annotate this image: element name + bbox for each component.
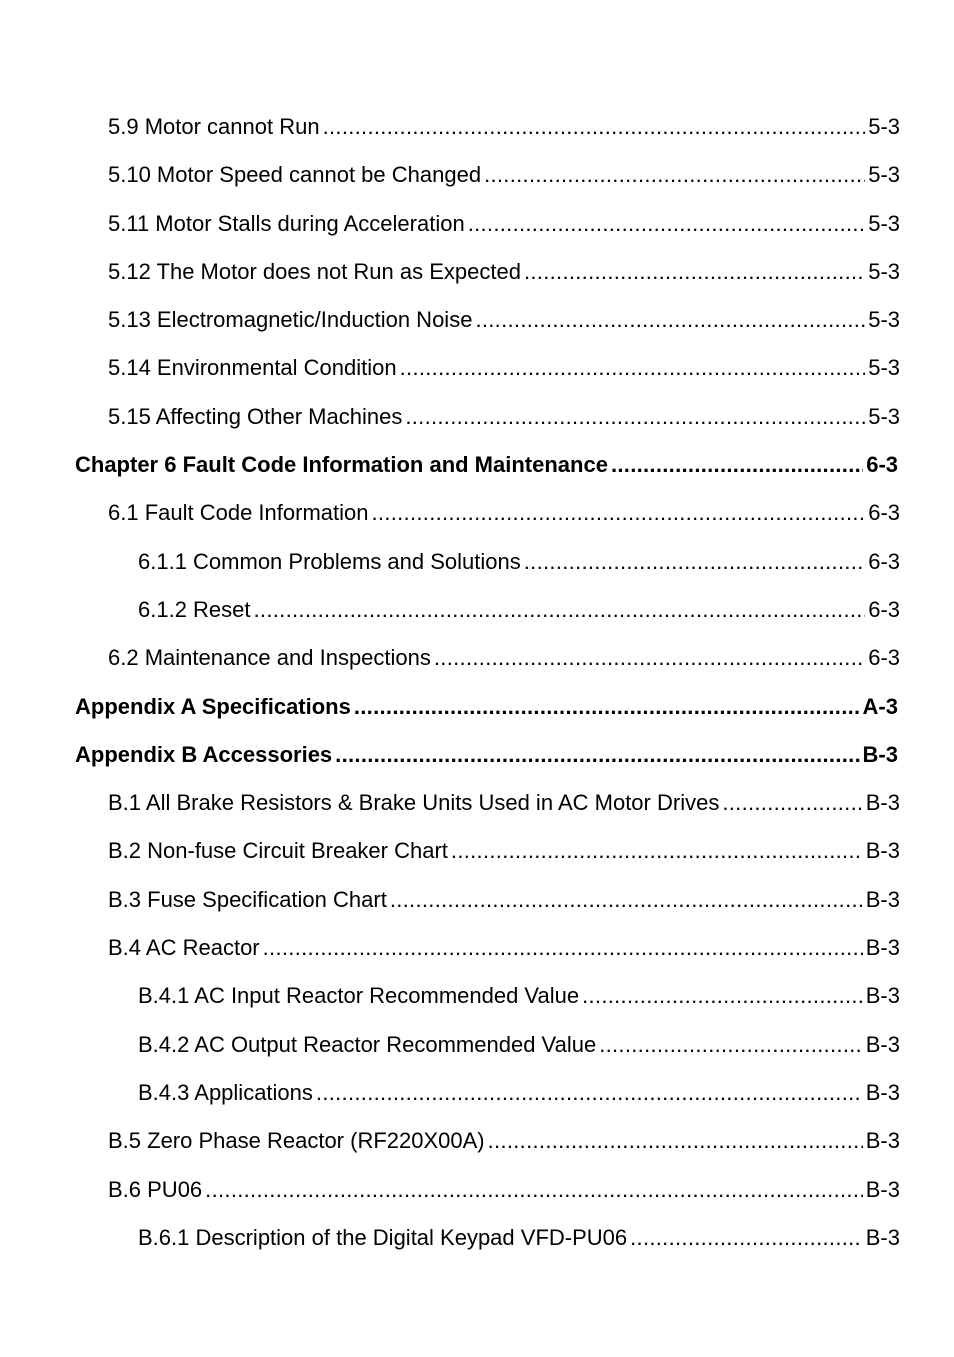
- toc-leader-dots: [475, 296, 865, 344]
- toc-entry-page: 5-3: [868, 307, 900, 333]
- toc-leader-dots: [488, 1117, 863, 1165]
- toc-leader-dots: [611, 441, 863, 489]
- toc-entry-title: B.6 PU06: [108, 1176, 203, 1202]
- toc-entry[interactable]: [0, 634, 954, 682]
- toc-entry-title: B.1 All Brake Resistors & Brake Units Used in AC Motor Drives: [108, 790, 720, 816]
- toc-entry-page: 5-3: [868, 403, 900, 429]
- toc-entry-title: 5.11 Motor Stalls during Acceleration: [108, 210, 465, 236]
- toc-chapter-entry[interactable]: [0, 441, 954, 489]
- toc-leader-dots: [354, 683, 860, 731]
- toc-entry-title: 5.13 Electromagnetic/Induction Noise: [108, 307, 473, 333]
- toc-leader-dots: [599, 1021, 863, 1069]
- toc-leader-dots: [405, 393, 865, 441]
- toc-leader-dots: [254, 586, 866, 634]
- toc-entry[interactable]: [0, 1166, 954, 1214]
- toc-entry-page: B-3: [865, 1031, 900, 1057]
- toc-subentry[interactable]: [0, 972, 954, 1020]
- toc-leader-dots: [400, 344, 866, 392]
- toc-entry[interactable]: [0, 827, 954, 875]
- toc-entry-page: B-3: [865, 886, 900, 912]
- toc-entry[interactable]: [0, 248, 954, 296]
- toc-leader-dots: [722, 779, 862, 827]
- toc-entry-page: B-3: [865, 790, 900, 816]
- toc-entry-page: B-3: [865, 1224, 900, 1250]
- toc-leader-dots: [335, 731, 859, 779]
- toc-entry[interactable]: [0, 200, 954, 248]
- toc-entry-title: 6.2 Maintenance and Inspections: [108, 645, 431, 671]
- toc-entry-page: 5-3: [868, 162, 900, 188]
- toc-entry-title: B.4.2 AC Output Reactor Recommended Value: [138, 1031, 597, 1057]
- toc-entry-title: 5.9 Motor cannot Run: [108, 114, 320, 139]
- toc-entry-page: 5-3: [868, 355, 900, 381]
- toc-entry-page: 6-3: [868, 596, 900, 622]
- toc-entry-page: 5-3: [868, 258, 900, 284]
- toc-chapter-entry[interactable]: [0, 731, 954, 779]
- toc-chapter-entry[interactable]: [0, 683, 954, 731]
- toc-entry-title: Appendix A Specifications: [75, 693, 351, 719]
- toc-entry-page: B-3: [865, 935, 900, 961]
- toc-entry-title: 5.10 Motor Speed cannot be Changed: [108, 162, 482, 188]
- toc-entry-title: Appendix B Accessories: [75, 741, 333, 767]
- toc-leader-dots: [434, 634, 865, 682]
- toc-entry-page: B-3: [862, 741, 898, 767]
- toc-entry-title: 6.1.2 Reset: [138, 596, 251, 622]
- toc-subentry[interactable]: [0, 1021, 954, 1069]
- toc-entry[interactable]: [0, 103, 954, 151]
- toc-entry-page: 6-3: [868, 645, 900, 671]
- toc-entry-title: B.2 Non-fuse Circuit Breaker Chart: [108, 838, 448, 864]
- toc-leader-dots: [484, 151, 865, 199]
- toc-entry-title: B.4.1 AC Input Reactor Recommended Value: [138, 983, 580, 1009]
- toc-entry-page: B-3: [865, 838, 900, 864]
- toc-leader-dots: [582, 972, 863, 1020]
- toc-entry-title: B.4 AC Reactor: [108, 935, 260, 961]
- toc-entry-title: B.6.1 Description of the Digital Keypad VFD-PU06: [138, 1224, 628, 1250]
- toc-entry-page: 6-3: [868, 548, 900, 574]
- toc-entry-title: 5.14 Environmental Condition: [108, 355, 397, 381]
- toc-leader-dots: [316, 1069, 863, 1117]
- toc-entry-page: B-3: [865, 1128, 900, 1154]
- toc-entry[interactable]: [0, 924, 954, 972]
- toc-entry[interactable]: [0, 296, 954, 344]
- toc-entry[interactable]: [0, 876, 954, 924]
- toc-leader-dots: [451, 827, 863, 875]
- toc-subentry[interactable]: [0, 1214, 954, 1262]
- toc-leader-dots: [323, 103, 866, 151]
- toc-entry-title: 5.15 Affecting Other Machines: [108, 403, 403, 429]
- toc-entry-page: 6-3: [868, 500, 900, 526]
- toc-entry-title: Chapter 6 Fault Code Information and Maintenance: [75, 452, 608, 478]
- toc-leader-dots: [263, 924, 863, 972]
- toc-entry-page: B-3: [865, 1176, 900, 1202]
- toc-entry-title: 6.1 Fault Code Information: [108, 500, 369, 526]
- toc-leader-dots: [630, 1214, 863, 1262]
- toc-entry[interactable]: [0, 1117, 954, 1165]
- toc-entry-page: B-3: [865, 983, 900, 1009]
- toc-subentry[interactable]: [0, 586, 954, 634]
- toc-leader-dots: [524, 248, 865, 296]
- toc-subentry[interactable]: [0, 1069, 954, 1117]
- toc-entry-title: B.4.3 Applications: [138, 1079, 313, 1105]
- toc-entry-page: A-3: [862, 693, 898, 719]
- toc-entry[interactable]: [0, 344, 954, 392]
- toc-subentry[interactable]: [0, 538, 954, 586]
- toc-entry-page: B-3: [865, 1079, 900, 1105]
- toc-leader-dots: [524, 538, 865, 586]
- toc-entry-page: 6-3: [866, 452, 898, 478]
- toc-entry[interactable]: [0, 393, 954, 441]
- toc-leader-dots: [205, 1166, 863, 1214]
- toc-leader-dots: [468, 200, 866, 248]
- toc-entry-page: 5-3: [868, 210, 900, 236]
- toc-entry-page: 5-3: [868, 114, 900, 139]
- toc-entry-title: B.3 Fuse Specification Chart: [108, 886, 387, 912]
- toc-leader-dots: [371, 489, 865, 537]
- toc-leader-dots: [390, 876, 863, 924]
- toc-entry[interactable]: [0, 779, 954, 827]
- toc-entry-title: 5.12 The Motor does not Run as Expected: [108, 258, 521, 284]
- toc-entry[interactable]: [0, 151, 954, 199]
- toc-entry[interactable]: [0, 489, 954, 537]
- table-of-contents: [0, 103, 954, 1262]
- toc-entry-title: B.5 Zero Phase Reactor (RF220X00A): [108, 1128, 485, 1154]
- toc-entry-title: 6.1.1 Common Problems and Solutions: [138, 548, 521, 574]
